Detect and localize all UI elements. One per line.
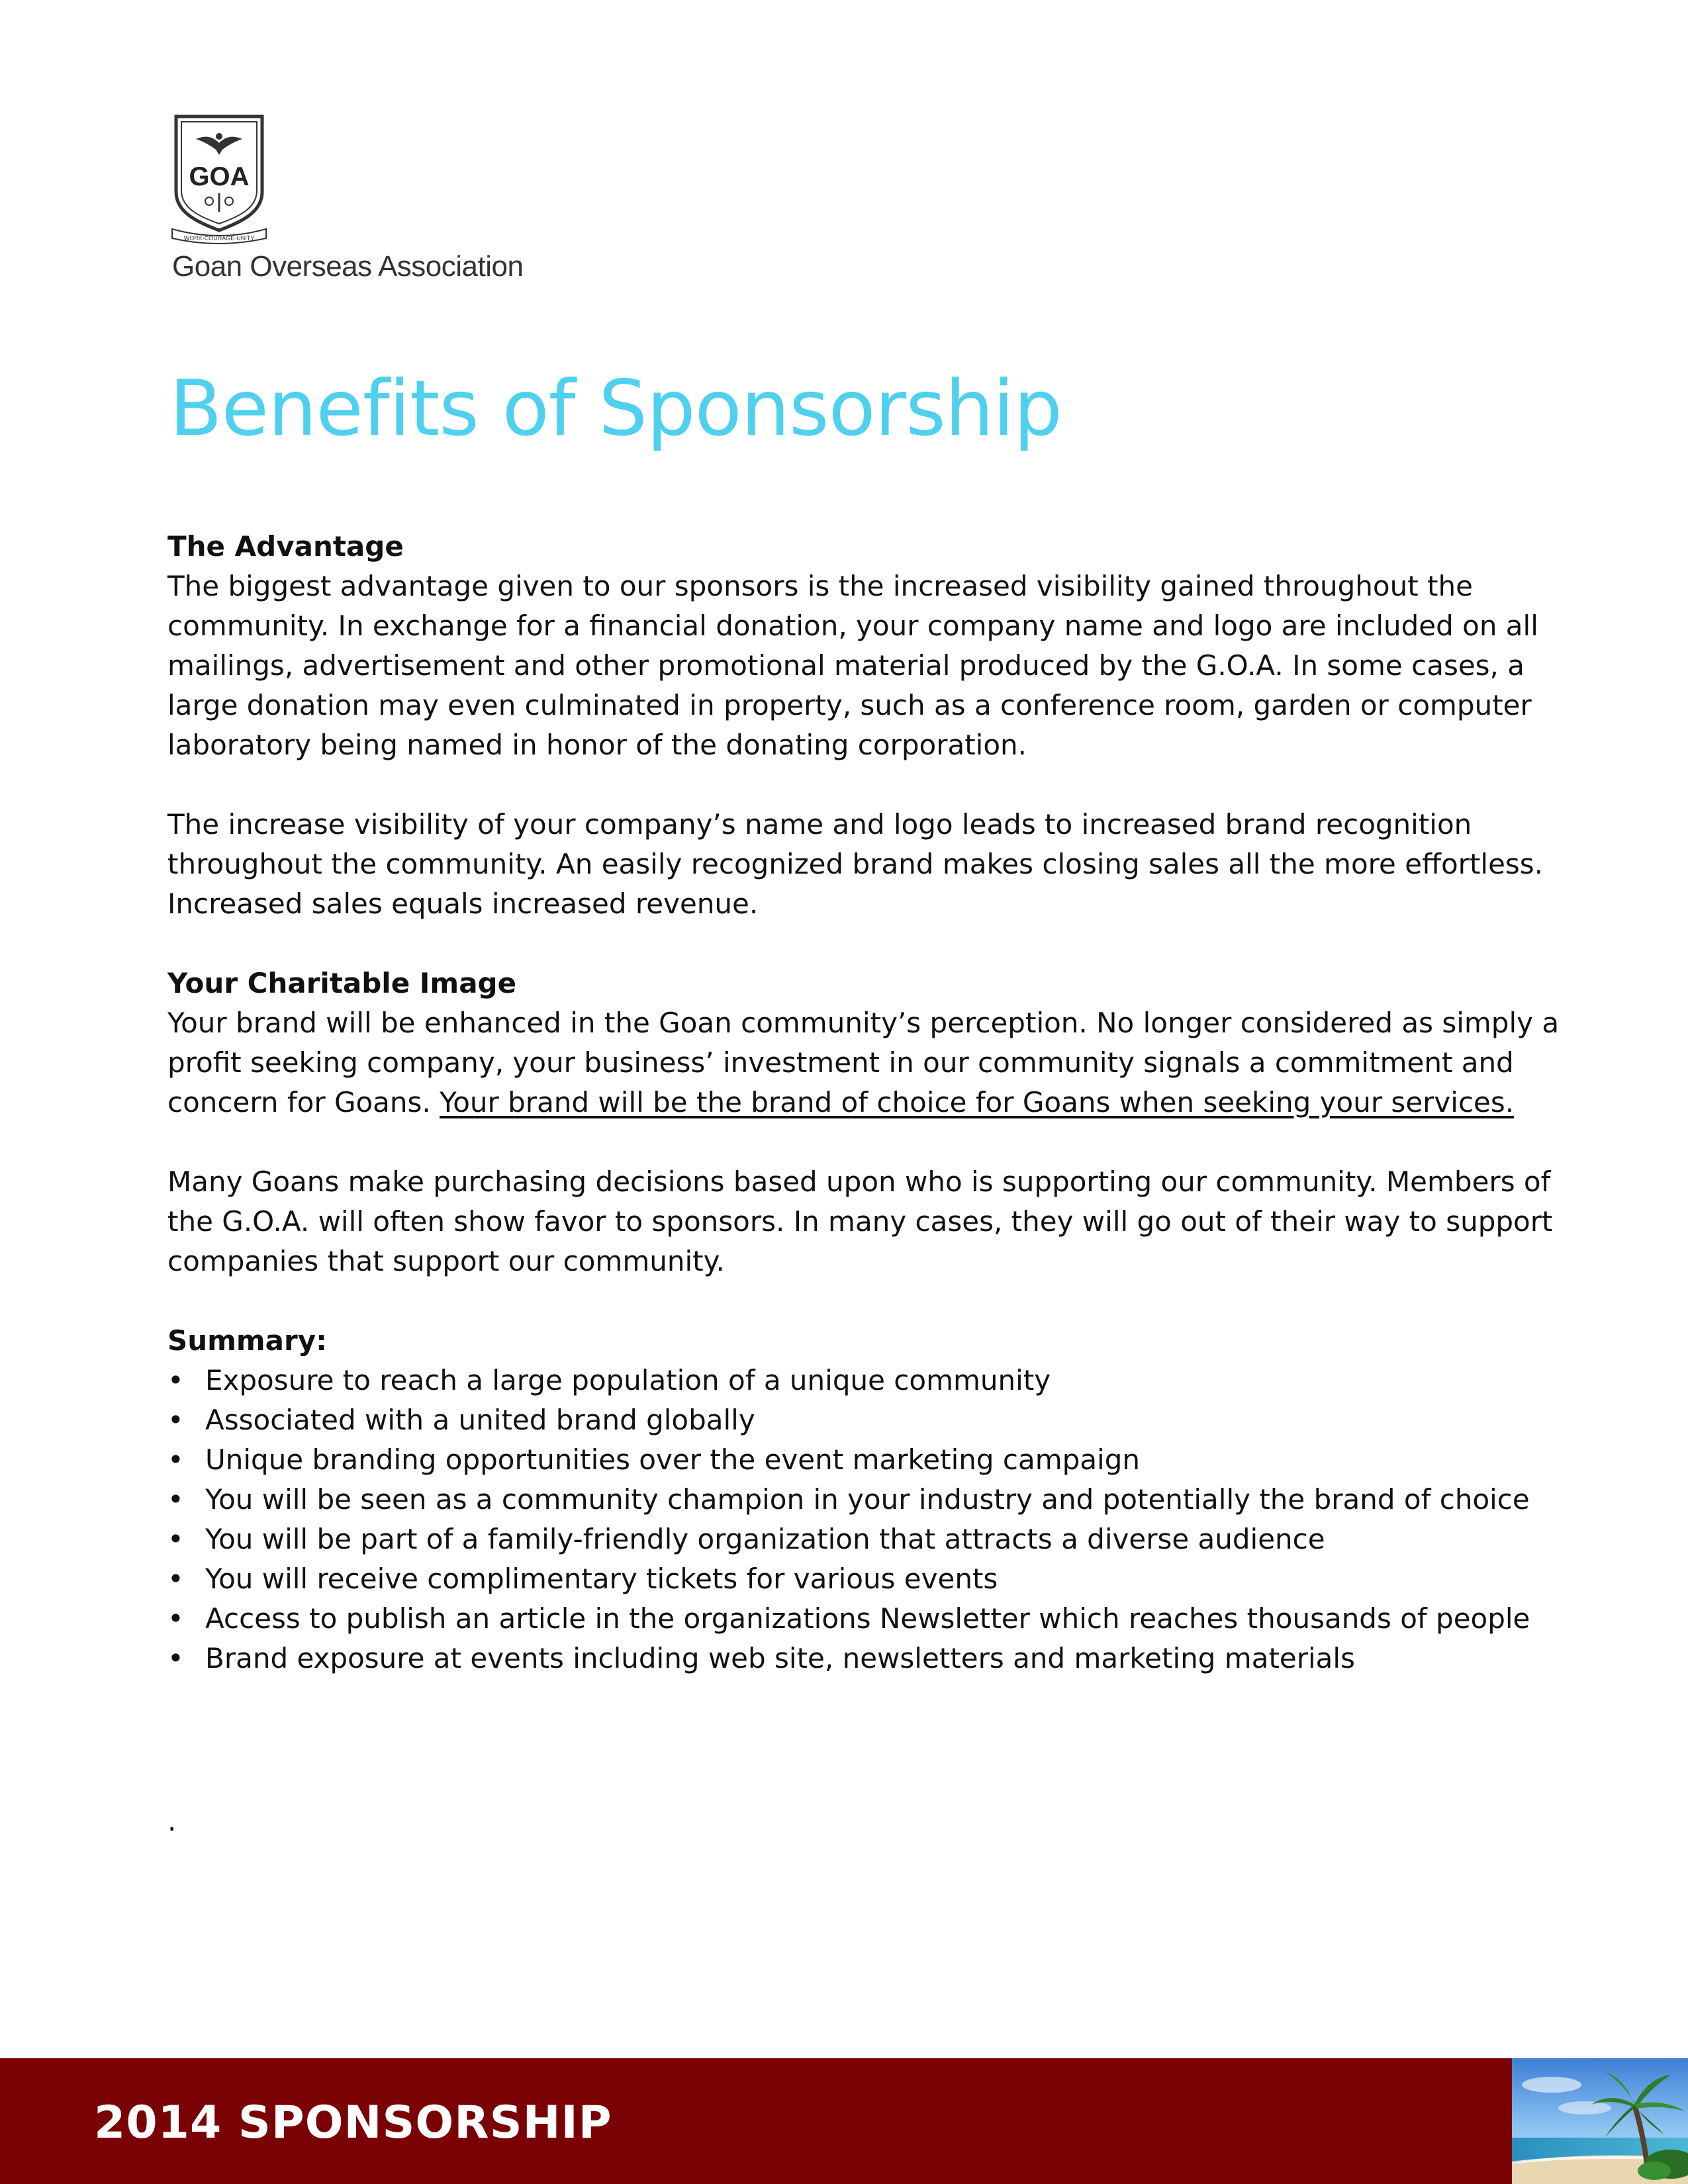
footer-title: 2014 SPONSORSHIP xyxy=(94,2097,612,2149)
body-line: Increased sales equals increased revenue. xyxy=(167,887,759,920)
paragraph-spacer xyxy=(167,1281,1544,1321)
summary-list-item xyxy=(167,1520,1544,1559)
summary-list xyxy=(167,1361,1544,1678)
section-heading-charitable-image: Your Charitable Image xyxy=(167,967,517,999)
bullet-icon: • xyxy=(167,1523,184,1555)
paragraph-spacer xyxy=(167,765,1544,805)
body-line: throughout the community. An easily recognized brand makes closing sales all the more effortless. xyxy=(167,848,1544,880)
document-body xyxy=(167,527,1560,1678)
bullet-icon: • xyxy=(167,1642,184,1674)
organization-name: Goan Overseas Association xyxy=(172,250,524,283)
summary-item-text: Exposure to reach a large population of a unique community xyxy=(205,1364,1051,1396)
bullet-icon: • xyxy=(167,1364,184,1396)
beach-palm-tree-image xyxy=(1512,2058,1688,2184)
body-line: Many Goans make purchasing decisions based upon who is supporting our community. Members of xyxy=(167,1165,1551,1198)
summary-item-text: You will receive complimentary tickets for various events xyxy=(205,1563,998,1595)
goa-crest-logo-icon xyxy=(169,113,269,245)
body-line: community. In exchange for a financial donation, your company name and logo are included on all xyxy=(167,610,1538,642)
body-line: large donation may even culminated in property, such as a conference room, garden or computer xyxy=(167,689,1532,721)
summary-item-text: You will be part of a family-friendly organization that attracts a diverse audience xyxy=(205,1523,1325,1555)
underlined-brand-statement: Your brand will be the brand of choice for Goans when seeking your services. xyxy=(440,1086,1515,1118)
svg-text:WORK·COURAGE·UNITY: WORK·COURAGE·UNITY xyxy=(183,235,255,242)
paragraph-spacer xyxy=(167,924,1544,964)
paragraph-spacer xyxy=(167,1122,1544,1162)
bullet-icon: • xyxy=(167,1443,184,1476)
summary-list-item xyxy=(167,1480,1544,1520)
section-heading-advantage: The Advantage xyxy=(167,530,404,563)
body-line: the G.O.A. will often show favor to sponsors. In many cases, they will go out of their way to support xyxy=(167,1205,1553,1238)
body-line: laboratory being named in honor of the donating corporation. xyxy=(167,729,1027,761)
bullet-icon: • xyxy=(167,1404,184,1436)
svg-text:GOA: GOA xyxy=(189,162,250,191)
stray-period-mark: . xyxy=(167,1805,177,1837)
summary-item-text: Brand exposure at events including web site, newsletters and marketing materials xyxy=(205,1642,1355,1674)
page-title: Benefits of Sponsorship xyxy=(169,364,1062,453)
footer-bar xyxy=(0,2058,1688,2184)
summary-item-text: You will be seen as a community champion in your industry and potentially the brand of choice xyxy=(205,1483,1530,1516)
bullet-icon: • xyxy=(167,1563,184,1595)
summary-item-text: Unique branding opportunities over the event marketing campaign xyxy=(205,1443,1141,1476)
summary-list-item xyxy=(167,1440,1544,1480)
body-line: Your brand will be enhanced in the Goan community’s perception. No longer considered as simply a xyxy=(167,1007,1560,1039)
summary-list-item xyxy=(167,1639,1544,1678)
summary-list-item xyxy=(167,1361,1544,1400)
body-line xyxy=(167,1083,1544,1122)
section-heading-summary: Summary: xyxy=(167,1324,327,1357)
body-line: profit seeking company, your business’ investment in our community signals a commitment and xyxy=(167,1046,1514,1079)
body-line: The increase visibility of your company’s name and logo leads to increased brand recognition xyxy=(167,808,1472,841)
summary-list-item xyxy=(167,1400,1544,1440)
bullet-icon: • xyxy=(167,1602,184,1635)
body-line: companies that support our community. xyxy=(167,1245,725,1277)
body-line: The biggest advantage given to our sponsors is the increased visibility gained throughout the xyxy=(167,570,1473,602)
body-line: mailings, advertisement and other promotional material produced by the G.O.A. In some cases, a xyxy=(167,649,1524,682)
summary-list-item xyxy=(167,1599,1544,1639)
bullet-icon: • xyxy=(167,1483,184,1516)
summary-item-text: Access to publish an article in the organizations Newsletter which reaches thousands of people xyxy=(205,1602,1530,1635)
body-line-prefix: concern for Goans. xyxy=(167,1086,440,1118)
summary-list-item xyxy=(167,1559,1544,1599)
summary-item-text: Associated with a united brand globally xyxy=(205,1404,755,1436)
